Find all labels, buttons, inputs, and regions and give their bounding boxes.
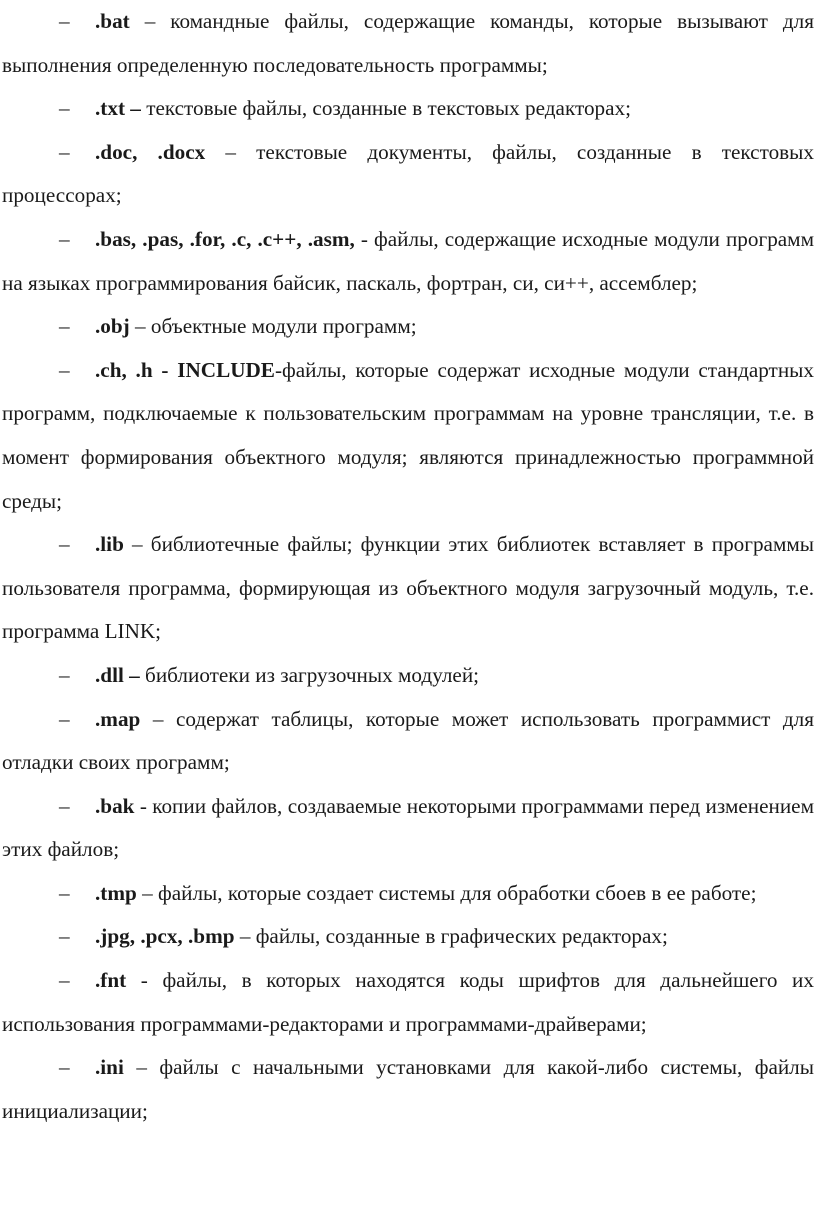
list-item-ini xyxy=(2,1046,814,1133)
item-description: – текстовые документы, файлы, созданные в текстовых процессорах; xyxy=(2,139,814,208)
list-item-fnt xyxy=(2,959,814,1046)
item-description: – командные файлы, содержащие команды, которые вызывают для выполнения определенную последовательность программы; xyxy=(2,9,814,77)
extension-term: .bat xyxy=(95,9,130,33)
extension-term: .lib xyxy=(95,532,124,557)
list-dash: – xyxy=(59,314,70,339)
list-dash: – xyxy=(59,9,70,33)
extension-term: .jpg, .pcx, .bmp xyxy=(95,924,235,949)
extension-term: .tmp xyxy=(95,880,137,905)
item-description: – файлы, которые создает системы для обработки сбоев в ее работе; xyxy=(136,880,757,905)
list-item-graphics xyxy=(2,915,814,959)
list-dash: – xyxy=(59,357,70,382)
extension-term: .bak xyxy=(95,793,135,818)
list-dash: – xyxy=(59,226,70,251)
list-item-doc xyxy=(2,131,814,218)
list-dash: – xyxy=(59,924,70,949)
item-description: - файлы, содержащие исходные модули программ на языках программирования байсик, паскаль, фортран, си, си++, ассемблер; xyxy=(2,226,815,295)
list-item-bat xyxy=(2,0,814,87)
list-dash: – xyxy=(59,793,70,818)
item-description: - файлы, в которых находятся коды шрифтов для дальнейшего их использования программами-редакторами и программами-драйверами; xyxy=(2,968,814,1036)
list-dash: – xyxy=(59,968,70,993)
item-description: - копии файлов, создаваемые некоторыми программами перед изменением этих файлов; xyxy=(2,793,814,862)
extension-term: .obj xyxy=(95,314,130,339)
list-item-map xyxy=(2,698,814,785)
extension-term: .bas, .pas, .for, .c, .c++, .asm, xyxy=(95,226,355,251)
extension-term: .ch, .h - INCLUDE xyxy=(95,357,275,382)
list-dash: – xyxy=(59,139,70,164)
extension-term: .fnt xyxy=(95,968,127,993)
item-description: – содержат таблицы, которые может использовать программист для отладки своих программ; xyxy=(2,706,814,775)
extension-term: .txt – xyxy=(95,96,141,121)
list-item-obj xyxy=(2,305,814,349)
item-description: – библиотечные файлы; функции этих библиотек вставляет в программы пользователя программа, формирующая из объектного модуля загрузочный модуль, т.е. программа LINK; xyxy=(2,532,814,644)
list-item-lib xyxy=(2,523,814,654)
item-description: – файлы с начальными установками для какой-либо системы, файлы инициализации; xyxy=(2,1055,814,1123)
item-description: – объектные модули программ; xyxy=(129,314,417,339)
list-item-dll xyxy=(2,654,814,698)
list-dash: – xyxy=(59,96,70,121)
item-description: текстовые файлы, созданные в текстовых редакторах; xyxy=(140,96,632,121)
extension-term: .doc, .docx xyxy=(95,139,206,164)
item-description: библиотеки из загрузочных модулей; xyxy=(139,662,480,687)
list-item-bak xyxy=(2,785,814,872)
extension-term: .map xyxy=(95,706,141,731)
list-dash: – xyxy=(59,1055,70,1080)
list-dash: – xyxy=(59,662,70,687)
item-description: -файлы, которые содержат исходные модули стандартных программ, подключаемые к пользовательским программам на уровне трансляции, т.е. в момент формирования объектного модуля; являются принадлежностью программной среды; xyxy=(2,357,814,513)
list-item-include xyxy=(2,349,814,523)
item-description: – файлы, созданные в графических редакторах; xyxy=(234,924,668,949)
list-dash: – xyxy=(59,880,70,905)
list-item-source xyxy=(2,218,814,305)
list-dash: – xyxy=(59,532,70,557)
list-item-tmp xyxy=(2,872,814,916)
list-item-txt xyxy=(2,87,814,131)
extension-term: .ini xyxy=(95,1055,124,1080)
list-dash: – xyxy=(59,706,70,731)
extension-term: .dll – xyxy=(95,662,140,687)
